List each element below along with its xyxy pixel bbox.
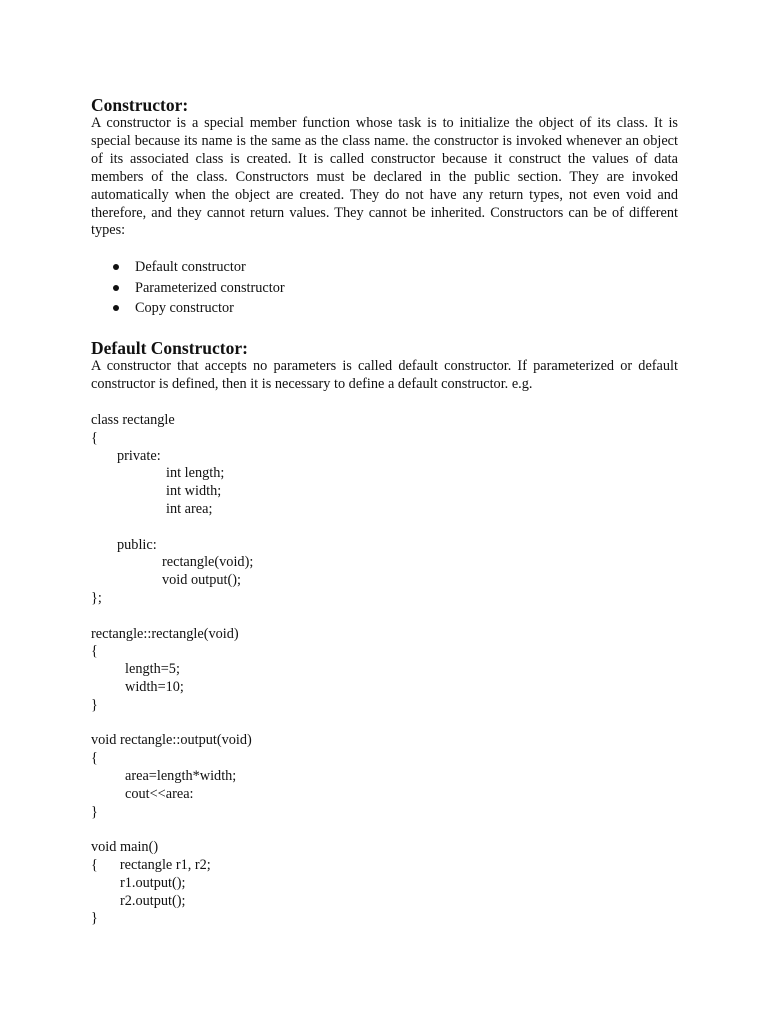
code-line: public: xyxy=(117,536,157,553)
code-example xyxy=(91,412,678,928)
code-line: class rectangle xyxy=(91,412,175,429)
code-blank-line xyxy=(91,608,678,626)
code-line: } xyxy=(91,803,98,820)
code-line: int length; xyxy=(166,465,225,482)
default-constructor-heading: Default Constructor: xyxy=(91,338,248,359)
code-line: } xyxy=(91,910,98,927)
code-line: void main() xyxy=(91,839,159,856)
code-blank-line xyxy=(91,715,678,733)
list-item: Copy constructor xyxy=(91,298,678,318)
code-line: } xyxy=(91,696,98,713)
code-blank-line xyxy=(91,821,678,839)
code-line: { xyxy=(91,750,98,767)
code-line: rectangle(void); xyxy=(162,554,254,571)
code-line: int width; xyxy=(166,483,222,500)
constructor-paragraph: A constructor is a special member function whose task is to initialize the object of its class. It is special because its name is the same as the class name. the constructor is invoked whenever an object of its associated class is created. It is called constructor because it construct the values of data members of the class. Constructors must be declared in the public section. They are invoked automatically when the object are created. They do not have any return types, not even void and therefore, and they cannot return values. They cannot be inherited. Constructors can be of different types: xyxy=(91,115,678,239)
code-line: }; xyxy=(91,590,102,607)
document-page xyxy=(91,95,678,928)
code-blank-line xyxy=(91,519,678,537)
list-item: Parameterized constructor xyxy=(91,278,678,298)
code-line: length=5; xyxy=(125,661,180,678)
code-line: rectangle::rectangle(void) xyxy=(91,625,239,642)
code-line: int area; xyxy=(166,501,213,518)
code-line: void rectangle::output(void) xyxy=(91,732,252,749)
constructor-heading: Constructor: xyxy=(91,95,189,115)
code-line: { xyxy=(91,643,98,660)
bullet-icon xyxy=(113,285,119,291)
code-line: r2.output(); xyxy=(120,892,186,909)
code-line: private: xyxy=(117,447,161,464)
bullet-icon xyxy=(113,305,119,311)
bullet-icon xyxy=(113,264,119,270)
code-line: width=10; xyxy=(125,679,184,695)
list-item: Default constructor xyxy=(91,257,678,277)
code-line: r1.output(); xyxy=(120,874,186,891)
code-line: area=length*width; xyxy=(125,767,237,784)
code-line: { xyxy=(91,429,98,446)
code-line: { rectangle r1, r2; xyxy=(91,856,211,873)
code-line: cout<<area: xyxy=(125,785,194,802)
default-constructor-paragraph: A constructor that accepts no parameters is called default constructor. If parameterized or default constructor is defined, then it is necessary to define a default constructor. e.g. xyxy=(91,358,678,393)
constructor-types-list xyxy=(91,257,678,318)
code-line: void output(); xyxy=(162,572,242,589)
